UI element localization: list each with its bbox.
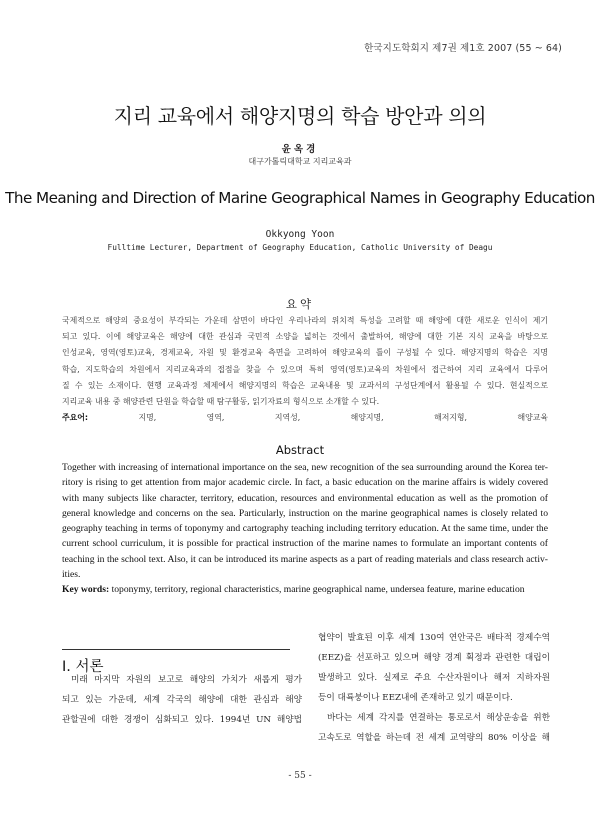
english-abstract-line: general knowledge and concerns on the sea. Particularly, instruction on the marine geographical names is closely related to: [62, 507, 548, 519]
korean-title: 지리 교육에서 해양지명의 학습 방안과 의의: [113, 104, 487, 128]
korean-abstract: [62, 313, 548, 426]
english-abstract-heading: Abstract: [275, 443, 325, 457]
body-column-left: [62, 670, 302, 730]
body-line: (EEZ)을 선포하고 있으며 해양 경계 획정과 관련한 대립이: [318, 653, 550, 664]
english-keywords: [62, 582, 548, 597]
body-line: 관할권에 대한 경쟁이 심화되고 있다. 1994년 UN 해양법: [62, 715, 302, 726]
english-abstract: [62, 460, 548, 598]
korean-author-affiliation: 대구가톨릭대학교 지리교육과: [248, 157, 352, 166]
english-abstract-line: teaching in the school text. Also, it can be introduced its marine aspects as a part of reading materials and class research activ-: [62, 553, 548, 565]
english-abstract-line: current school curriculum, it is possible for practical instruction of the marine names to formulate an important contents of: [62, 538, 548, 550]
korean-abstract-line: 되고 있다. 이에 해양교육은 해양에 대한 관심과 국민적 소양을 넓히는 것에서 출발하여, 해양에 대한 기본 지식 교육을 바탕으로: [62, 332, 548, 342]
body-line: 협약이 발효된 이후 세계 130여 연안국은 배타적 경제수역: [318, 633, 550, 643]
journal-info: 한국지도학회지 제7권 제1호 2007 (55 ~ 64): [364, 43, 562, 54]
english-keywords-label: Key words:: [62, 584, 110, 596]
korean-keywords-text: 지명, 영역, 지역성, 해양지명, 해저지형, 해양교육: [138, 413, 548, 423]
body-line: 바다는 세계 각지를 연결하는 통로로서 해상운송을 위한: [327, 713, 550, 724]
english-abstract-line: ritory is rising to get attention from major academic circle. In fact, a basic education on the marine affairs is widely covered: [62, 477, 548, 489]
korean-abstract-line: 학습, 지도학습의 차원에서 지리교육과의 접점을 찾을 수 있으며 특히 영역(영토)교육의 차원에서 접근하여 지리 교육에서 다루어: [62, 364, 548, 374]
body-line: 미래 마지막 자원의 보고로 해양의 가치가 새롭게 평가: [71, 675, 302, 685]
body-line: 등이 대륙붕이나 EEZ내에 존재하고 있기 때문이다.: [318, 693, 513, 704]
english-abstract-line: ities.: [62, 569, 81, 581]
korean-keywords: [62, 410, 548, 426]
english-author-affiliation: Fulltime Lecturer, Department of Geography Education, Catholic University of Deagu: [107, 243, 493, 252]
english-abstract-line: with many subjects like character, territory, education, resources and environmental education as well as the promotion of: [62, 492, 548, 504]
korean-abstract-line: 지리교육 내용 중 해양관련 단원을 학습할 때 탐구활동, 읽기자료의 형식으로 소개할 수 있다.: [62, 396, 380, 406]
body-column-right: [318, 628, 550, 749]
korean-keywords-label: 주요어:: [62, 413, 89, 423]
body-line: 발생하고 있다. 실제로 주요 수산자원이나 해저 지하자원: [318, 673, 550, 684]
korean-abstract-line: 국제적으로 해양의 중요성이 부각되는 가운데 삼면이 바다인 우리나라의 위치적 특성을 고려할 때 해양에 대한 새로운 인식이 제기: [62, 316, 548, 325]
korean-abstract-heading: 요약: [285, 297, 315, 311]
korean-author-name: 윤옥경: [281, 144, 319, 155]
page-number: - 55 -: [288, 771, 312, 781]
english-abstract-line: geography teaching in terms of toponymy and cartography teaching including territory education. At the same time, under the: [62, 523, 548, 535]
body-line: 되고 있는 가운데, 세계 각국의 해양에 대한 관심과 해양: [62, 695, 302, 706]
korean-abstract-line: 질 수 있는 소재이다. 현행 교육과정 체제에서 해양지명의 학습은 교육내용 및 교과서의 구성단계에서 활용될 수 있다. 현실적으로: [62, 380, 548, 390]
english-abstract-line: Together with increasing of international importance on the sea, new recognition of the sea surrounding around the Korea ter-: [62, 462, 548, 473]
korean-abstract-line: 인성교육, 영역(영토)교육, 경제교육, 자원 및 환경교육 측면을 고려하여 해양교육의 틀이 구성될 수 있다. 해양지명의 학습은 지명: [62, 348, 548, 358]
english-title: The Meaning and Direction of Marine Geographical Names in Geography Education: [5, 189, 595, 207]
section-heading-introduction: I. 서론: [62, 649, 290, 676]
english-keywords-text: toponymy, territory, regional characteristics, marine geographical name, undersea feature, marine education: [111, 584, 525, 596]
body-line: 고속도로 역할을 하는데 전 세계 교역량의 80% 이상을 해: [318, 733, 550, 744]
english-author-name: Okkyong Yoon: [265, 229, 335, 240]
